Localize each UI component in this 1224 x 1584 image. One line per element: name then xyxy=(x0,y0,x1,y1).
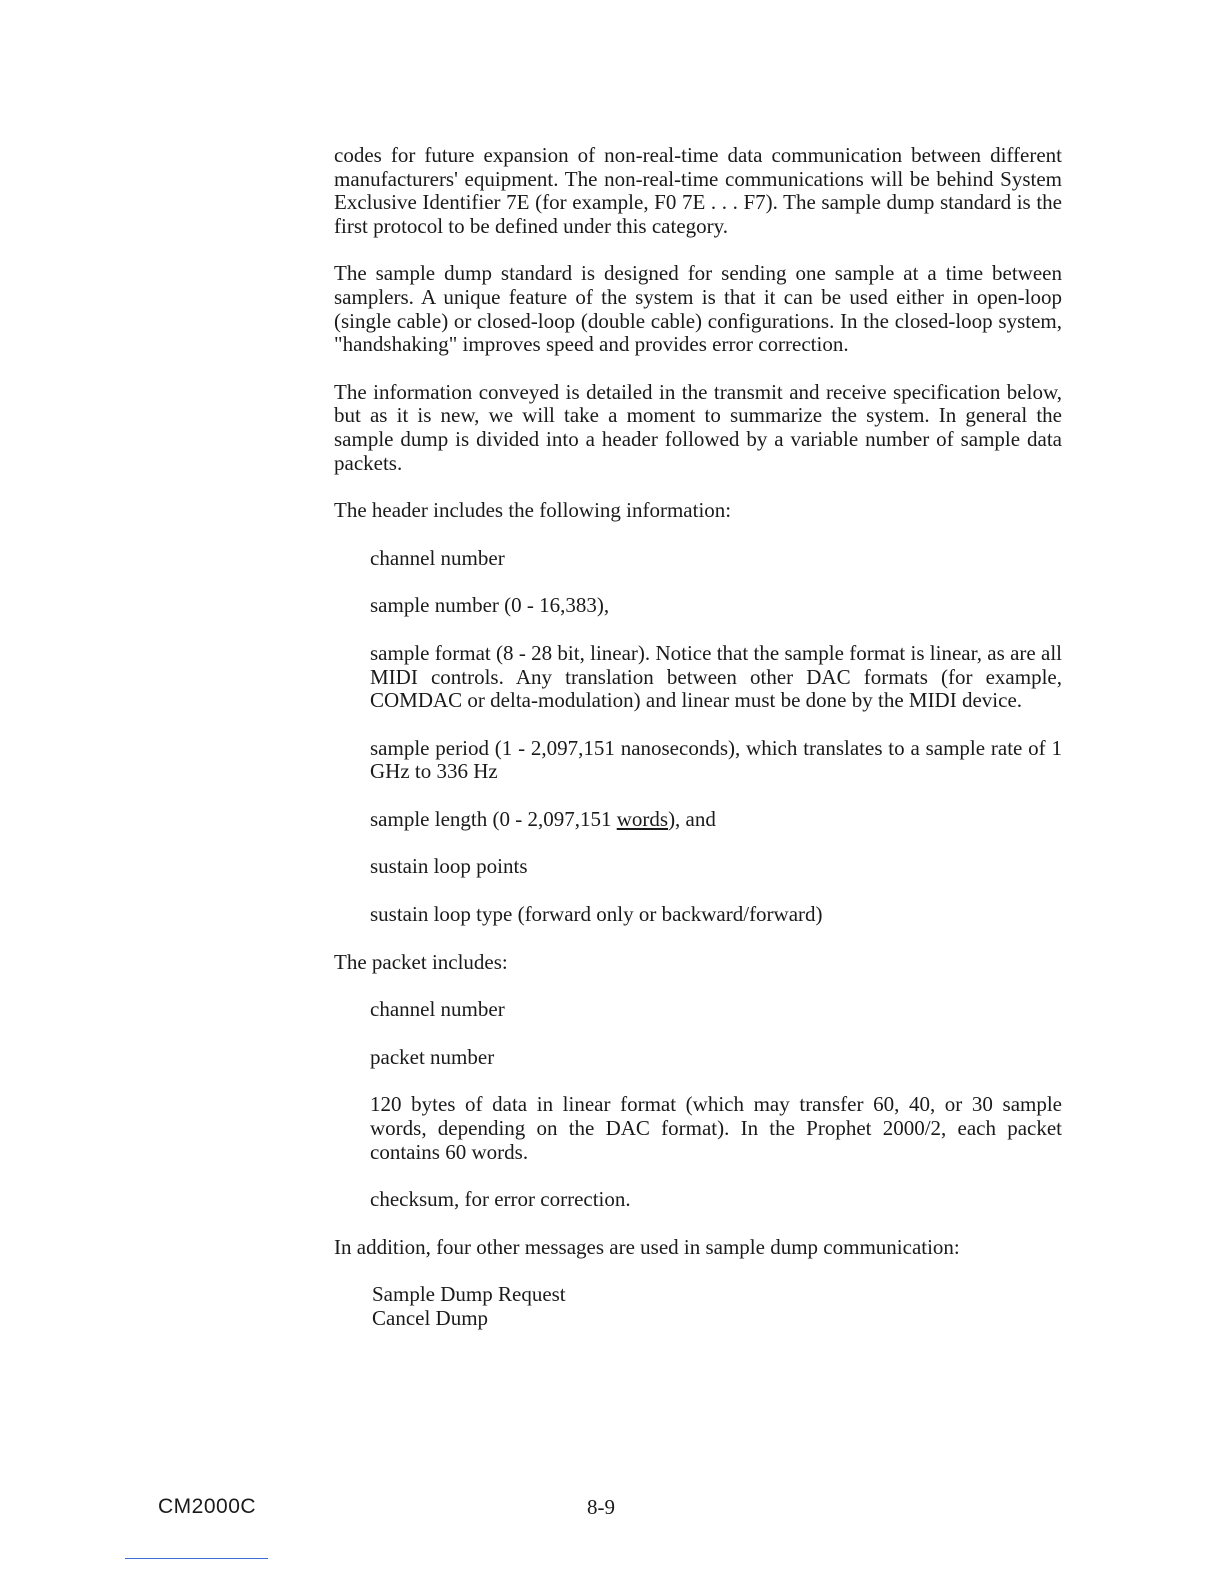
footer-rule xyxy=(125,1558,268,1559)
header-item-sample-number: sample number (0 - 16,383), xyxy=(370,593,610,618)
page-body xyxy=(334,144,1062,1331)
packet-info-list xyxy=(334,998,1062,1212)
packet-item-data-bytes: 120 bytes of data in linear format (which may transfer 60, 40, or 30 sample words, depending on the DAC format). In the Prophet 2000/2, each packet contains 60 words. xyxy=(370,1092,1062,1164)
footer-page-number: 8-9 xyxy=(587,1495,615,1519)
message-list xyxy=(372,1283,1062,1330)
paragraph-sample-dump-standard: The sample dump standard is designed for sending one sample at a time between samplers. A unique feature of the system is that it can be used either in open-loop (single cable) or closed-loop (double cable) configurations. In the closed-loop system, "handshaking" improves speed and provides error correction. xyxy=(334,261,1062,357)
paragraph-header-intro: The header includes the following information: xyxy=(334,498,732,523)
header-item-channel: channel number xyxy=(370,545,505,570)
sample-length-tail: ), and xyxy=(668,806,716,831)
message-sample-dump-request: Sample Dump Request xyxy=(372,1282,566,1307)
paragraph-information-conveyed: The information conveyed is detailed in the transmit and receive specification below, but as it is new, we will take a moment to summarize the system. In general the sample dump is divided into a header followed by a variable number of sample data packets. xyxy=(334,379,1062,475)
footer-doc-code: CM2000C xyxy=(158,1495,257,1518)
header-item-sample-length xyxy=(370,808,1062,832)
header-item-sustain-type: sustain loop type (forward only or backward/forward) xyxy=(370,902,823,927)
paragraph-packet-intro: The packet includes: xyxy=(334,949,508,974)
header-item-sample-format: sample format (8 - 28 bit, linear). Notice that the sample format is linear, as are all MIDI controls. Any translation between other DAC formats (for example, COMDAC or delta-modulation) and linear must be done by the MIDI device. xyxy=(370,640,1062,713)
packet-item-packet-number: packet number xyxy=(370,1044,495,1069)
packet-item-checksum: checksum, for error correction. xyxy=(370,1187,631,1212)
paragraph-other-messages: In addition, four other messages are used in sample dump communication: xyxy=(334,1234,960,1259)
paragraph-intro: codes for future expansion of non-real-time data communication between different manufacturers' equipment. The non-real-time communications will be behind System Exclusive Identifier 7E (for example, F0 7E . . . F7). The sample dump standard is the first protocol to be defined under this category. xyxy=(334,143,1062,238)
sample-length-text: sample length (0 - 2,097,151 xyxy=(370,806,617,831)
packet-item-channel: channel number xyxy=(370,997,505,1022)
header-item-sample-period: sample period (1 - 2,097,151 nanoseconds), which translates to a sample rate of 1 GHz to 336 Hz xyxy=(370,735,1062,784)
header-item-sustain-points: sustain loop points xyxy=(370,854,528,879)
sample-length-words: words xyxy=(616,806,669,831)
header-info-list xyxy=(334,547,1062,927)
message-cancel-dump: Cancel Dump xyxy=(372,1306,489,1330)
